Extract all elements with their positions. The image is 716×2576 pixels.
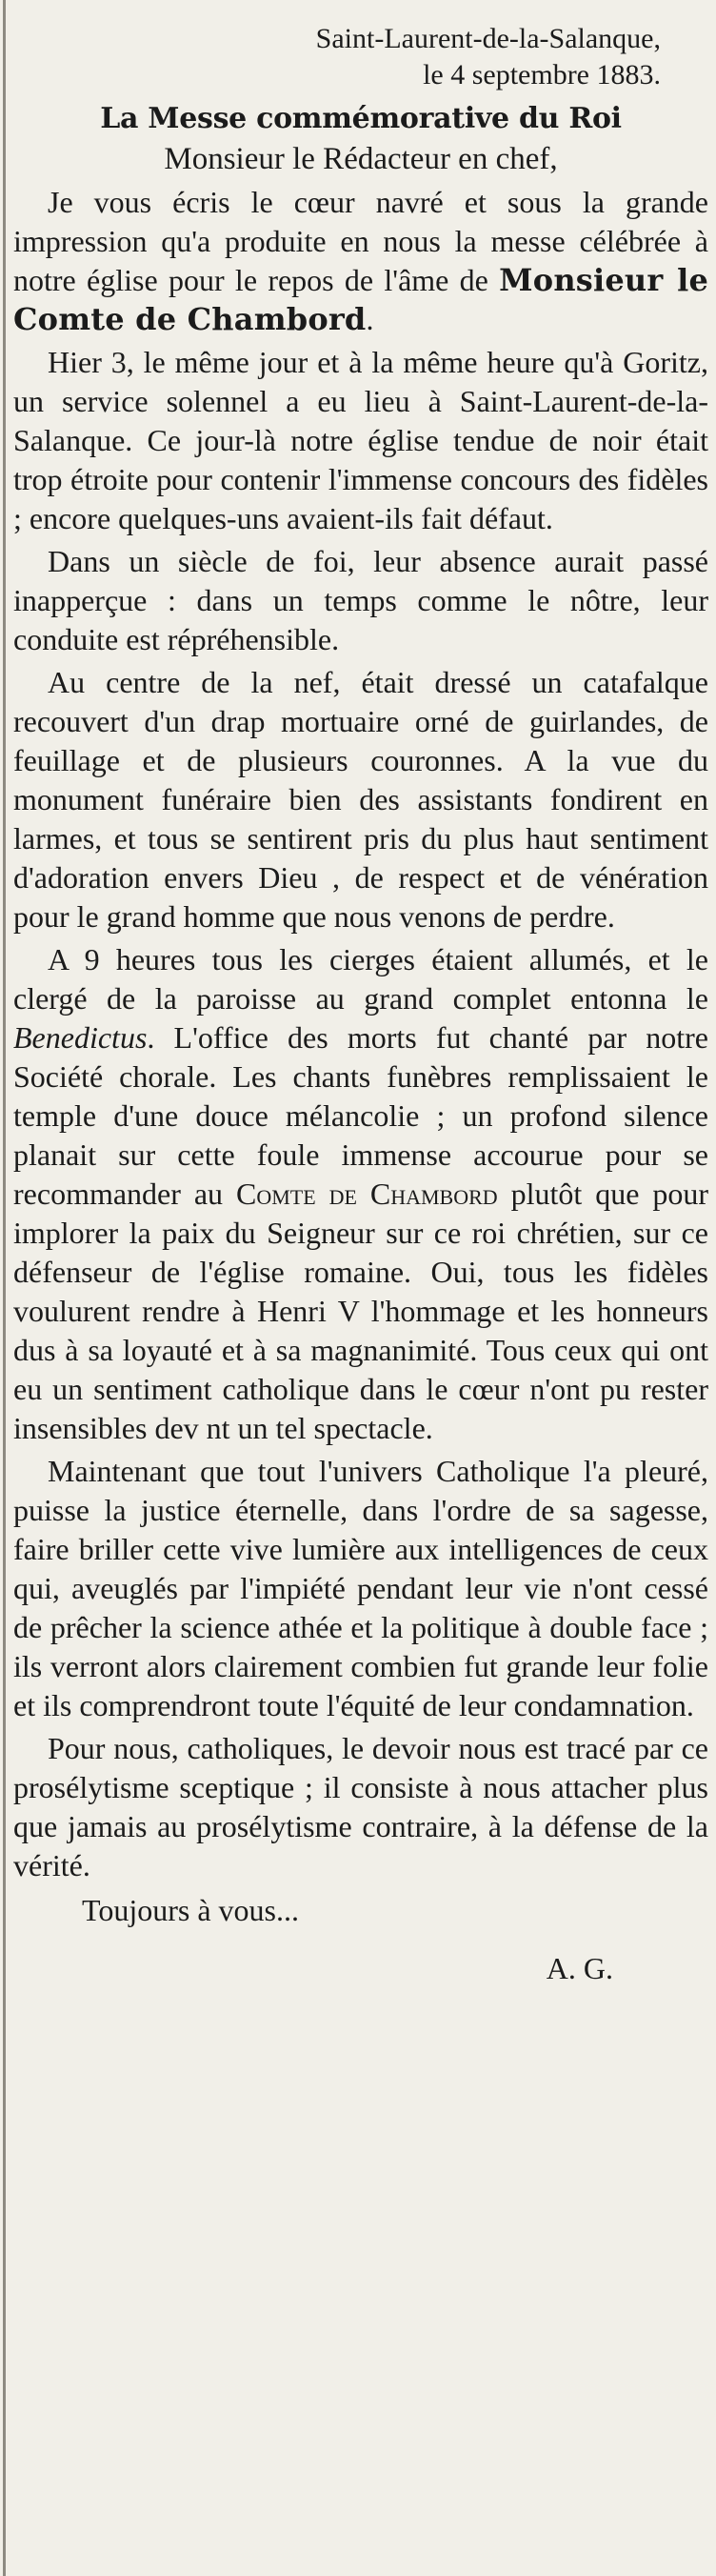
- paragraph-5-caps: Comte de Chambord: [235, 1177, 498, 1211]
- dateline-place: Saint-Laurent-de-la-Salanque,: [315, 23, 661, 54]
- dateline: [13, 21, 708, 93]
- salutation: Monsieur le Rédacteur en chef,: [164, 142, 558, 176]
- paragraph-1-end: .: [366, 302, 374, 336]
- paragraph-5-text-a: A 9 heures tous les cierges étaient allumés, et le clergé de la paroisse au grand complet entonna le: [13, 942, 708, 1016]
- signature: A. G.: [546, 1951, 613, 1985]
- paragraph-5-text-b: . L'office des morts fut chanté par notre Société chorale. Les chants funèbres remplissaient le temple d'une douce mélancolie ; un profond silence planait sur cette foule immense accourue pour se recommander au: [13, 1020, 708, 1211]
- paragraph-4: Au centre de la nef, était dressé un catafalque recouvert d'un drap mortuaire orné de guirlandes, de feuillage et de plusieurs couronnes. A la vue du monument funéraire bien des assistants fondirent en larmes, et tous se sentirent pris du plus haut sentiment d'adoration envers Dieu , de respect et de vénération pour le grand homme que nous venons de perdre.: [13, 665, 708, 934]
- article-headline: La Messe commémorative du Roi: [100, 102, 622, 135]
- paragraph-6: Maintenant que tout l'univers Catholique l'a pleuré, puisse la justice éternelle, dans l'ordre de sa sagesse, faire briller cette vive lumière aux intelligences de ceux qui, aveuglés par l'impiété pendant leur vie n'ont cessé de prêcher la science athée et la politique à double face ; ils verront alors clairement combien fut grande leur folie et ils comprendront toute l'équité de leur condamnation.: [13, 1454, 708, 1722]
- paragraph-5-italic: Benedictus: [13, 1020, 148, 1055]
- paragraph-5: [13, 940, 708, 1448]
- column-rule: [3, 0, 6, 2576]
- paragraph-5-text-c: plutôt que pour implorer la paix du Seigneur sur ce roi chrétien, sur ce défenseur de l'église romaine. Oui, tous les fidèles voulurent rendre à Henri V l'hommage et les honneurs dus à sa loyauté et à sa magnanimité. Tous ceux qui ont eu un sentiment catholique dans le cœur n'ont pu rester insensibles dev nt un tel spectacle.: [13, 1177, 708, 1445]
- closing-line: Toujours à vous...: [82, 1893, 299, 1927]
- paragraph-3: Dans un siècle de foi, leur absence aurait passé inapperçue : dans un temps comme le nôtre, leur conduite est répréhensible.: [13, 544, 708, 656]
- paragraph-2: Hier 3, le même jour et à la même heure qu'à Goritz, un service solennel a eu lieu à Saint-Laurent-de-la-Salanque. Ce jour-là notre église tendue de noir était trop étroite pour contenir l'immense concours des fidèles ; encore quelques-uns avaient-ils fait défaut.: [13, 345, 708, 535]
- paragraph-1-text: Je vous écris le cœur navré et sous la grande impression qu'a produite en nous la messe célébrée à notre église pour le repos de l'âme de: [13, 185, 708, 297]
- paragraph-1: [13, 183, 708, 339]
- dateline-date: le 4 septembre 1883.: [423, 59, 661, 91]
- article-body: [13, 183, 708, 1988]
- paragraph-1-name: Monsieur le Comte de Chambord: [13, 262, 709, 337]
- paragraph-7: Pour nous, catholiques, le devoir nous est tracé par ce prosélytisme sceptique ; il consiste à nous attacher plus que jamais au prosélytisme contraire, à la défense de la vérité.: [13, 1731, 708, 1882]
